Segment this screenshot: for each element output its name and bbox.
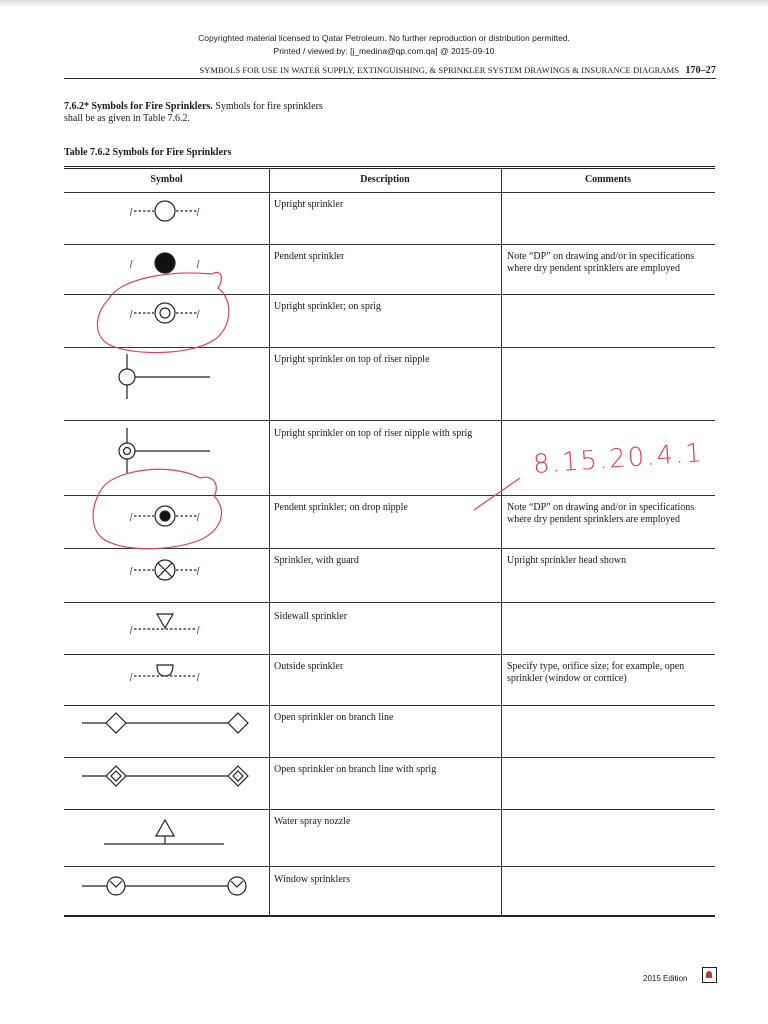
comment-cell: Specify type, orifice size; for example, open sprinkler (window or cornice) [507, 661, 685, 684]
svg-text:ſ: ſ [197, 512, 200, 521]
description-cell: Upright sprinkler; on sprig [274, 301, 381, 312]
upright-riser-symbol [119, 354, 210, 399]
scan-shadow [0, 0, 768, 8]
svg-text:ſ: ſ [197, 309, 200, 318]
running-head [64, 65, 716, 79]
handwritten-note: 8.15.20.4.1 [532, 438, 705, 480]
comment-cell: Upright sprinkler head shown [507, 555, 627, 566]
description-cell: Sidewall sprinkler [274, 611, 348, 622]
open-branch-symbol [82, 713, 248, 733]
pendent-drop-symbol [134, 506, 197, 526]
publisher-logo-icon [702, 967, 717, 983]
symbols-table [64, 166, 715, 917]
column-divider [501, 169, 502, 917]
symbols-column [64, 166, 269, 917]
description-cell: Open sprinkler on branch line [274, 712, 394, 723]
svg-text:ſ: ſ [130, 309, 133, 318]
section-paragraph [64, 101, 464, 125]
upright-sprig-symbol [134, 303, 197, 323]
description-cell: Upright sprinkler on top of riser nipple [274, 354, 430, 365]
upright-sprinkler-symbol [134, 201, 197, 221]
running-title: SYMBOLS FOR USE IN WATER SUPPLY, EXTINGUISHING, & SPRINKLER SYSTEM DRAWINGS & INSURANCE DIAGRAMS [199, 65, 680, 75]
description-cell: Open sprinkler on branch line with sprig [274, 764, 437, 775]
svg-text:ſ: ſ [197, 672, 200, 681]
svg-text:ſ: ſ [130, 512, 133, 521]
open-branch-sprig-symbol [82, 766, 248, 786]
sidewall-sprinkler-symbol [134, 614, 197, 629]
copyright-line: Copyrighted material licensed to Qatar Petroleum. No further reproduction or distribution permitted. [198, 33, 570, 43]
description-cell: Window sprinklers [274, 874, 350, 885]
comment-cell: Note “DP” on drawing and/or in specifications where dry pendent sprinklers are employed [507, 502, 695, 525]
sprinkler-pipe-marks [130, 207, 201, 681]
window-sprinkler-symbol [82, 877, 246, 895]
comment-cell: Note “DP” on drawing and/or in specifications where dry pendent sprinklers are employed [507, 251, 695, 274]
printed-line: Printed / viewed by: [j_medina@qp.com.qa] @ 2015-09-10 [273, 46, 495, 56]
outside-sprinkler-symbol [134, 665, 197, 676]
svg-text:ſ: ſ [130, 566, 133, 575]
table-title: Table 7.6.2 Symbols for Fire Sprinklers [64, 147, 232, 158]
svg-text:ſ: ſ [197, 207, 200, 216]
svg-text:ſ: ſ [197, 259, 200, 268]
svg-text:ſ: ſ [130, 207, 133, 216]
description-cell: Upright sprinkler on top of riser nipple with sprig [274, 428, 473, 439]
water-spray-symbol [104, 820, 224, 844]
guard-sprinkler-symbol [134, 560, 197, 580]
description-cell: Pendent sprinkler; on drop nipple [274, 502, 408, 513]
upright-riser-sprig-symbol [119, 428, 210, 473]
header-description: Description [360, 174, 410, 185]
svg-text:ſ: ſ [130, 672, 133, 681]
section-text-1: Symbols for fire sprinklers [212, 101, 323, 112]
description-cell: Pendent sprinkler [274, 251, 345, 262]
svg-text:ſ: ſ [130, 625, 133, 634]
page-number: 170–27 [685, 65, 716, 76]
pendent-sprinkler-symbol [155, 253, 175, 273]
copyright-notice [0, 32, 768, 58]
description-cell: Water spray nozzle [274, 816, 351, 827]
section-text-2: shall be as given in Table 7.6.2. [64, 113, 191, 124]
svg-text:ſ: ſ [197, 625, 200, 634]
header-comments: Comments [584, 174, 632, 185]
svg-text:ſ: ſ [130, 259, 133, 268]
description-cell: Upright sprinkler [274, 199, 344, 210]
header-symbol: Symbol [150, 174, 183, 185]
column-divider [269, 169, 270, 917]
description-cell: Sprinkler, with guard [274, 555, 359, 566]
description-cell: Outside sprinkler [274, 661, 344, 672]
edition-label: 2015 Edition [643, 974, 688, 983]
section-heading: 7.6.2* Symbols for Fire Sprinklers. [64, 101, 213, 112]
svg-text:ſ: ſ [197, 566, 200, 575]
